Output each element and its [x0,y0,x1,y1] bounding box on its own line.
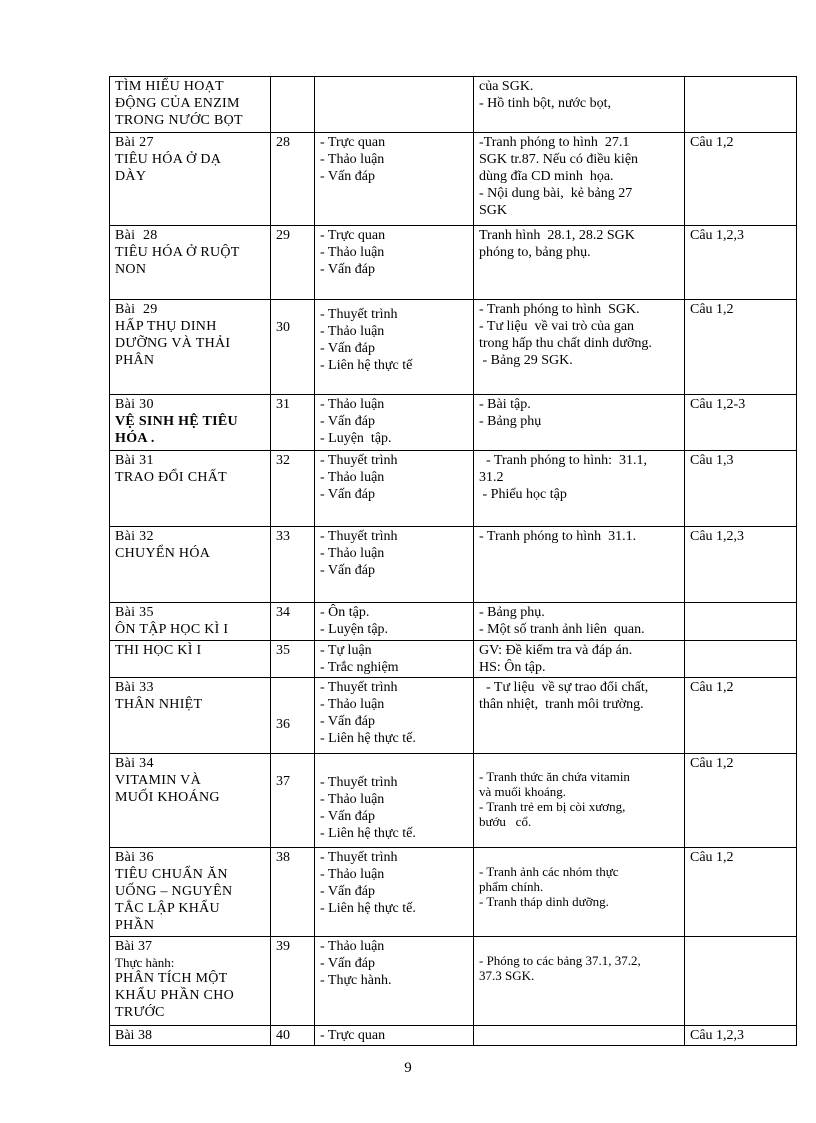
table-row [110,641,797,678]
method-cell [315,527,474,603]
method-cell [315,641,474,678]
materials-line: - Bảng phụ [479,414,542,429]
materials-line: 31.2 [479,470,504,485]
method-line: - Vấn đáp [320,414,375,429]
method-cell [315,451,474,527]
method-line: - Vấn đáp [320,487,375,502]
questions-cell: Câu 1,2 [685,300,797,395]
lesson-title-line: DÀY [115,169,147,184]
table-row [110,603,797,641]
method-line: - Thảo luận [320,939,385,954]
method-line: - Liên hệ thực tế. [320,826,416,841]
method-line: - Liên hệ thực tế [320,358,413,373]
lesson-title-line: TRAO ĐỔI CHẤT [115,470,228,485]
questions-cell: Câu 1,2-3 [685,395,797,451]
table-row [110,300,797,395]
method-line: - Ôn tập. [320,605,370,620]
method-line: - Vấn đáp [320,341,375,356]
materials-cell [474,527,685,603]
materials-line: GV: Đề kiểm tra và đáp án. [479,643,633,658]
questions-cell [685,937,797,1026]
method-line: - Luyện tập. [320,431,392,446]
lesson-title-cell [110,300,271,395]
materials-line: - Phóng to các bảng 37.1, 37.2, [479,953,641,968]
materials-line: bướu cổ. [479,814,532,829]
questions-cell: Câu 1,2,3 [685,1026,797,1046]
materials-line: - Tranh phóng to hình: 31.1, [479,453,648,468]
period-cell: 33 [271,527,315,603]
lesson-title-line: Thực hành: [115,955,175,970]
lesson-title-cell [110,451,271,527]
lesson-title-line: Bài 29 [115,302,158,317]
questions-cell: Câu 1,2 [685,848,797,937]
method-line: - Thảo luận [320,792,385,807]
method-line: - Vấn đáp [320,956,375,971]
method-cell [315,77,474,133]
lesson-title-cell [110,527,271,603]
materials-line: HS: Ôn tập. [479,660,546,675]
method-line: - Vấn đáp [320,884,375,899]
method-line: - Tự luận [320,643,372,658]
materials-cell [474,848,685,937]
lesson-title-line: PHÂN TÍCH MỘT [115,971,228,986]
lesson-title-line: Bài 34 [115,756,154,771]
table-row [110,395,797,451]
materials-cell [474,937,685,1026]
lesson-title-line: TRONG NƯỚC BỌT [115,113,243,128]
period-cell: 39 [271,937,315,1026]
lesson-title-line: HẤP THỤ DINH [115,319,217,334]
method-line: - Trực quan [320,228,386,243]
materials-line: của SGK. [479,79,534,94]
method-cell [315,1026,474,1046]
questions-cell: Câu 1,3 [685,451,797,527]
lesson-title-line: HÓA . [115,431,155,446]
method-line: - Thảo luận [320,867,385,882]
table-row [110,226,797,300]
method-line: - Thuyết trình [320,529,398,544]
materials-line: trong hấp thu chất dinh dưỡng. [479,336,652,351]
materials-cell [474,1026,685,1046]
method-line: - Thuyết trình [320,680,398,695]
lesson-title-line: Bài 30 [115,397,154,412]
method-cell [315,300,474,395]
lesson-title-line: VITAMIN VÀ [115,773,202,788]
materials-cell [474,300,685,395]
lesson-title-line: MUỐI KHOÁNG [115,790,220,805]
lesson-title-line: UỐNG – NGUYÊN [115,884,233,899]
table-row [110,527,797,603]
materials-line: - Một số tranh ảnh liên quan. [479,622,645,637]
method-line: - Thuyết trình [320,775,398,790]
period-cell: 35 [271,641,315,678]
method-line: - Thảo luận [320,397,385,412]
method-line: - Thảo luận [320,152,385,167]
materials-line: - Hồ tinh bột, nước bọt, [479,96,612,111]
materials-cell [474,133,685,226]
table-row [110,1026,797,1046]
method-cell [315,395,474,451]
lesson-title-cell [110,641,271,678]
materials-line: - Nội dung bài, kẻ bảng 27 [479,186,633,201]
materials-cell [474,226,685,300]
materials-cell [474,603,685,641]
period-cell: 31 [271,395,315,451]
lesson-title-line: ÔN TẬP HỌC KÌ I [115,622,229,637]
method-line: - Thảo luận [320,697,385,712]
period-cell [271,77,315,133]
method-line: - Thực hành. [320,973,392,988]
table-row [110,678,797,754]
questions-cell [685,77,797,133]
materials-line: - Bảng 29 SGK. [479,353,573,368]
method-line: - Thảo luận [320,245,385,260]
materials-line: - Tranh thức ăn chứa vitamin [479,769,630,784]
lesson-title-line: TIÊU CHUẨN ĂN [115,867,228,882]
period-cell: 32 [271,451,315,527]
lesson-title-line: NON [115,262,147,277]
period-cell: 40 [271,1026,315,1046]
method-line: - Thảo luận [320,470,385,485]
materials-line: dùng đĩa CD minh họa. [479,169,614,184]
period-cell: 37 [271,754,315,848]
table-row [110,451,797,527]
table-row [110,937,797,1026]
method-line: - Vấn đáp [320,262,375,277]
lesson-title-cell [110,226,271,300]
lesson-title-line: Bài 33 [115,680,154,695]
lesson-title-line: Bài 31 [115,453,154,468]
lesson-title-line: KHẨU PHẦN CHO [115,988,235,1003]
lesson-title-line: TẮC LẬP KHẨU [115,901,220,916]
method-line: - Thuyết trình [320,850,398,865]
materials-line: - Tư liệu về sự trao đổi chất, [479,680,649,695]
lesson-title-line: Bài 32 [115,529,154,544]
period-cell: 36 [271,678,315,754]
method-line: - Thuyết trình [320,307,398,322]
materials-line: - Tranh phóng to hình 31.1. [479,529,637,544]
questions-cell: Câu 1,2,3 [685,527,797,603]
materials-line: phẩm chính. [479,879,544,894]
method-line: - Vấn đáp [320,809,375,824]
lesson-title-line: CHUYỂN HÓA [115,546,211,561]
lesson-title-line: Bài 38 [115,1028,152,1043]
materials-line: - Tranh ảnh các nhóm thực [479,864,619,879]
materials-line: thân nhiệt, tranh môi trường. [479,697,644,712]
materials-line: - Bài tập. [479,397,531,412]
lesson-title-line: TÌM HIỂU HOẠT [115,79,224,94]
lesson-title-cell [110,937,271,1026]
materials-cell [474,678,685,754]
questions-cell [685,641,797,678]
materials-line: - Tư liệu về vai trò của gan [479,319,635,334]
table-row [110,848,797,937]
lesson-title-line: THÂN NHIỆT [115,697,203,712]
lesson-title-cell [110,77,271,133]
method-cell [315,678,474,754]
materials-cell [474,77,685,133]
materials-line: SGK [479,203,508,218]
materials-line: Tranh hình 28.1, 28.2 SGK [479,228,635,243]
lesson-title-cell [110,754,271,848]
materials-line: - Tranh phóng to hình SGK. [479,302,640,317]
materials-line: 37.3 SGK. [479,968,535,983]
lesson-title-line: TRƯỚC [115,1005,165,1020]
materials-cell [474,641,685,678]
lesson-title-cell [110,133,271,226]
method-line: - Trực quan [320,1028,386,1043]
lesson-plan-table [109,76,797,1046]
lesson-title-line: TIÊU HÓA Ở DẠ [115,152,222,167]
materials-line: - Tranh tháp dinh dưỡng. [479,894,609,909]
method-line: - Vấn đáp [320,714,375,729]
materials-cell [474,754,685,848]
period-cell: 29 [271,226,315,300]
table-row [110,77,797,133]
method-cell [315,848,474,937]
materials-line: -Tranh phóng to hình 27.1 [479,135,630,150]
lesson-title-cell [110,678,271,754]
materials-line: và muối khoáng. [479,784,567,799]
materials-line: - Bảng phụ. [479,605,545,620]
table-row [110,133,797,226]
method-cell [315,754,474,848]
lesson-title-cell [110,1026,271,1046]
lesson-title-line: ĐỘNG CỦA ENZIM [115,96,240,111]
method-line: - Trực quan [320,135,386,150]
lesson-title-line: VỆ SINH HỆ TIÊU [115,414,238,429]
questions-cell: Câu 1,2 [685,754,797,848]
materials-line: - Tranh trẻ em bị còi xương, [479,799,626,814]
materials-cell [474,451,685,527]
lesson-title-line: Bài 36 [115,850,154,865]
method-line: - Trắc nghiệm [320,660,399,675]
method-line: - Thảo luận [320,324,385,339]
method-line: - Luyện tập. [320,622,389,637]
lesson-title-line: THI HỌC KÌ I [115,643,202,658]
lesson-title-line: Bài 27 [115,135,154,150]
lesson-title-line: Bài 37 [115,939,152,954]
lesson-title-cell [110,603,271,641]
lesson-title-line: Bài 28 [115,228,158,243]
lesson-title-line: PHẦN [115,918,155,933]
materials-line: SGK tr.87. Nếu có điều kiện [479,152,639,167]
page-number: 9 [404,1060,412,1076]
method-cell [315,937,474,1026]
method-line: - Thảo luận [320,546,385,561]
method-line: - Thuyết trình [320,453,398,468]
method-line: - Vấn đáp [320,169,375,184]
method-cell [315,603,474,641]
method-cell [315,133,474,226]
materials-cell [474,395,685,451]
period-cell: 30 [271,300,315,395]
questions-cell: Câu 1,2 [685,678,797,754]
lesson-title-cell [110,848,271,937]
period-cell: 28 [271,133,315,226]
period-cell: 34 [271,603,315,641]
questions-cell: Câu 1,2 [685,133,797,226]
method-line: - Vấn đáp [320,563,375,578]
questions-cell [685,603,797,641]
method-line: - Liên hệ thực tế. [320,901,416,916]
period-cell: 38 [271,848,315,937]
method-cell [315,226,474,300]
table-row [110,754,797,848]
lesson-title-line: TIÊU HÓA Ở RUỘT [115,245,240,260]
materials-line: - Phiếu học tập [479,487,567,502]
lesson-title-line: Bài 35 [115,605,154,620]
lesson-title-line: PHÂN [115,353,155,368]
questions-cell: Câu 1,2,3 [685,226,797,300]
lesson-title-cell [110,395,271,451]
method-line: - Liên hệ thực tế. [320,731,416,746]
lesson-title-line: DƯỠNG VÀ THẢI [115,336,231,351]
materials-line: phóng to, bảng phụ. [479,245,591,260]
